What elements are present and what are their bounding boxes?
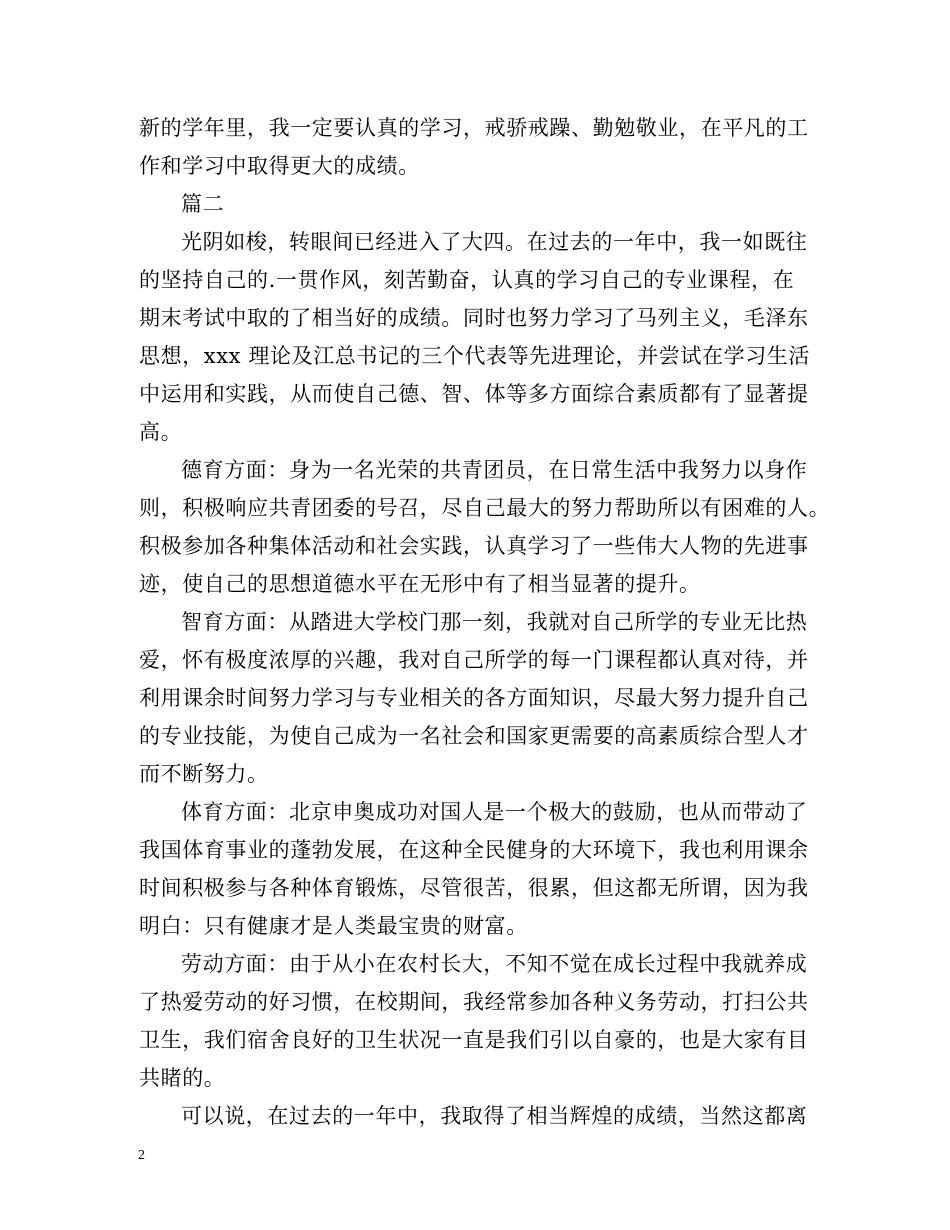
text-line: 新的学年里，我一定要认真的学习，戒骄戒躁、勤勉敬业，在平凡的工: [139, 116, 809, 140]
text-line: 光阴如梭，转眼间已经进入了大四。在过去的一年中，我一如既往: [181, 230, 808, 254]
section-heading: 篇二: [181, 192, 225, 216]
text-line: 高。: [139, 420, 183, 444]
text-line: 共睹的。: [139, 1066, 226, 1090]
text-line: 思想，xxx 理论及江总书记的三个代表等先进理论，并尝试在学习生活: [139, 344, 811, 368]
text-line: 了热爱劳动的好习惯，在校期间，我经常参加各种义务劳动，打扫公共: [139, 990, 809, 1014]
text-line: 德育方面：身为一名光荣的共青团员，在日常生活中我努力以身作: [181, 458, 808, 482]
text-line: 的专业技能，为使自己成为一名社会和国家更需要的高素质综合型人才: [139, 724, 809, 748]
text-line: 体育方面：北京申奥成功对国人是一个极大的鼓励，也从而带动了: [181, 800, 808, 824]
text-line: 智育方面：从踏进大学校门那一刻，我就对自己所学的专业无比热: [181, 610, 808, 634]
text-line: 可以说，在过去的一年中，我取得了相当辉煌的成绩，当然这都离: [181, 1104, 808, 1128]
page-number: 2: [138, 1148, 145, 1163]
text-line: 积极参加各种集体活动和社会实践，认真学习了一些伟大人物的先进事: [139, 534, 809, 558]
text-line: 中运用和实践，从而使自己德、智、体等多方面综合素质都有了显著提: [139, 382, 809, 406]
text-line: 爱，怀有极度浓厚的兴趣，我对自己所学的每一门课程都认真对待，并: [139, 648, 809, 672]
text-line: 劳动方面：由于从小在农村长大，不知不觉在成长过程中我就养成: [181, 952, 808, 976]
text-line: 则，积极响应共青团委的号召，尽自己最大的努力帮助所以有困难的人。: [139, 496, 831, 520]
text-line: 我国体育事业的蓬勃发展，在这种全民健身的大环境下，我也利用课余: [139, 838, 809, 862]
text-line: 时间积极参与各种体育锻炼，尽管很苦，很累，但这都无所谓，因为我: [139, 876, 809, 900]
text-line: 作和学习中取得更大的成绩。: [139, 154, 420, 178]
text-line: 明白：只有健康才是人类最宝贵的财富。: [139, 914, 528, 938]
text-line: 期末考试中取的了相当好的成绩。同时也努力学习了马列主义，毛泽东: [139, 306, 809, 330]
text-line: 的坚持自己的.一贯作风，刻苦勤奋，认真的学习自己的专业课程，在: [139, 268, 795, 292]
text-line: 利用课余时间努力学习与专业相关的各方面知识，尽最大努力提升自己: [139, 686, 809, 710]
text-line: 而不断努力。: [139, 762, 269, 786]
text-line: 卫生，我们宿舍良好的卫生状况一直是我们引以自豪的，也是大家有目: [139, 1028, 809, 1052]
text-line: 迹，使自己的思想道德水平在无形中有了相当显著的提升。: [139, 572, 701, 596]
